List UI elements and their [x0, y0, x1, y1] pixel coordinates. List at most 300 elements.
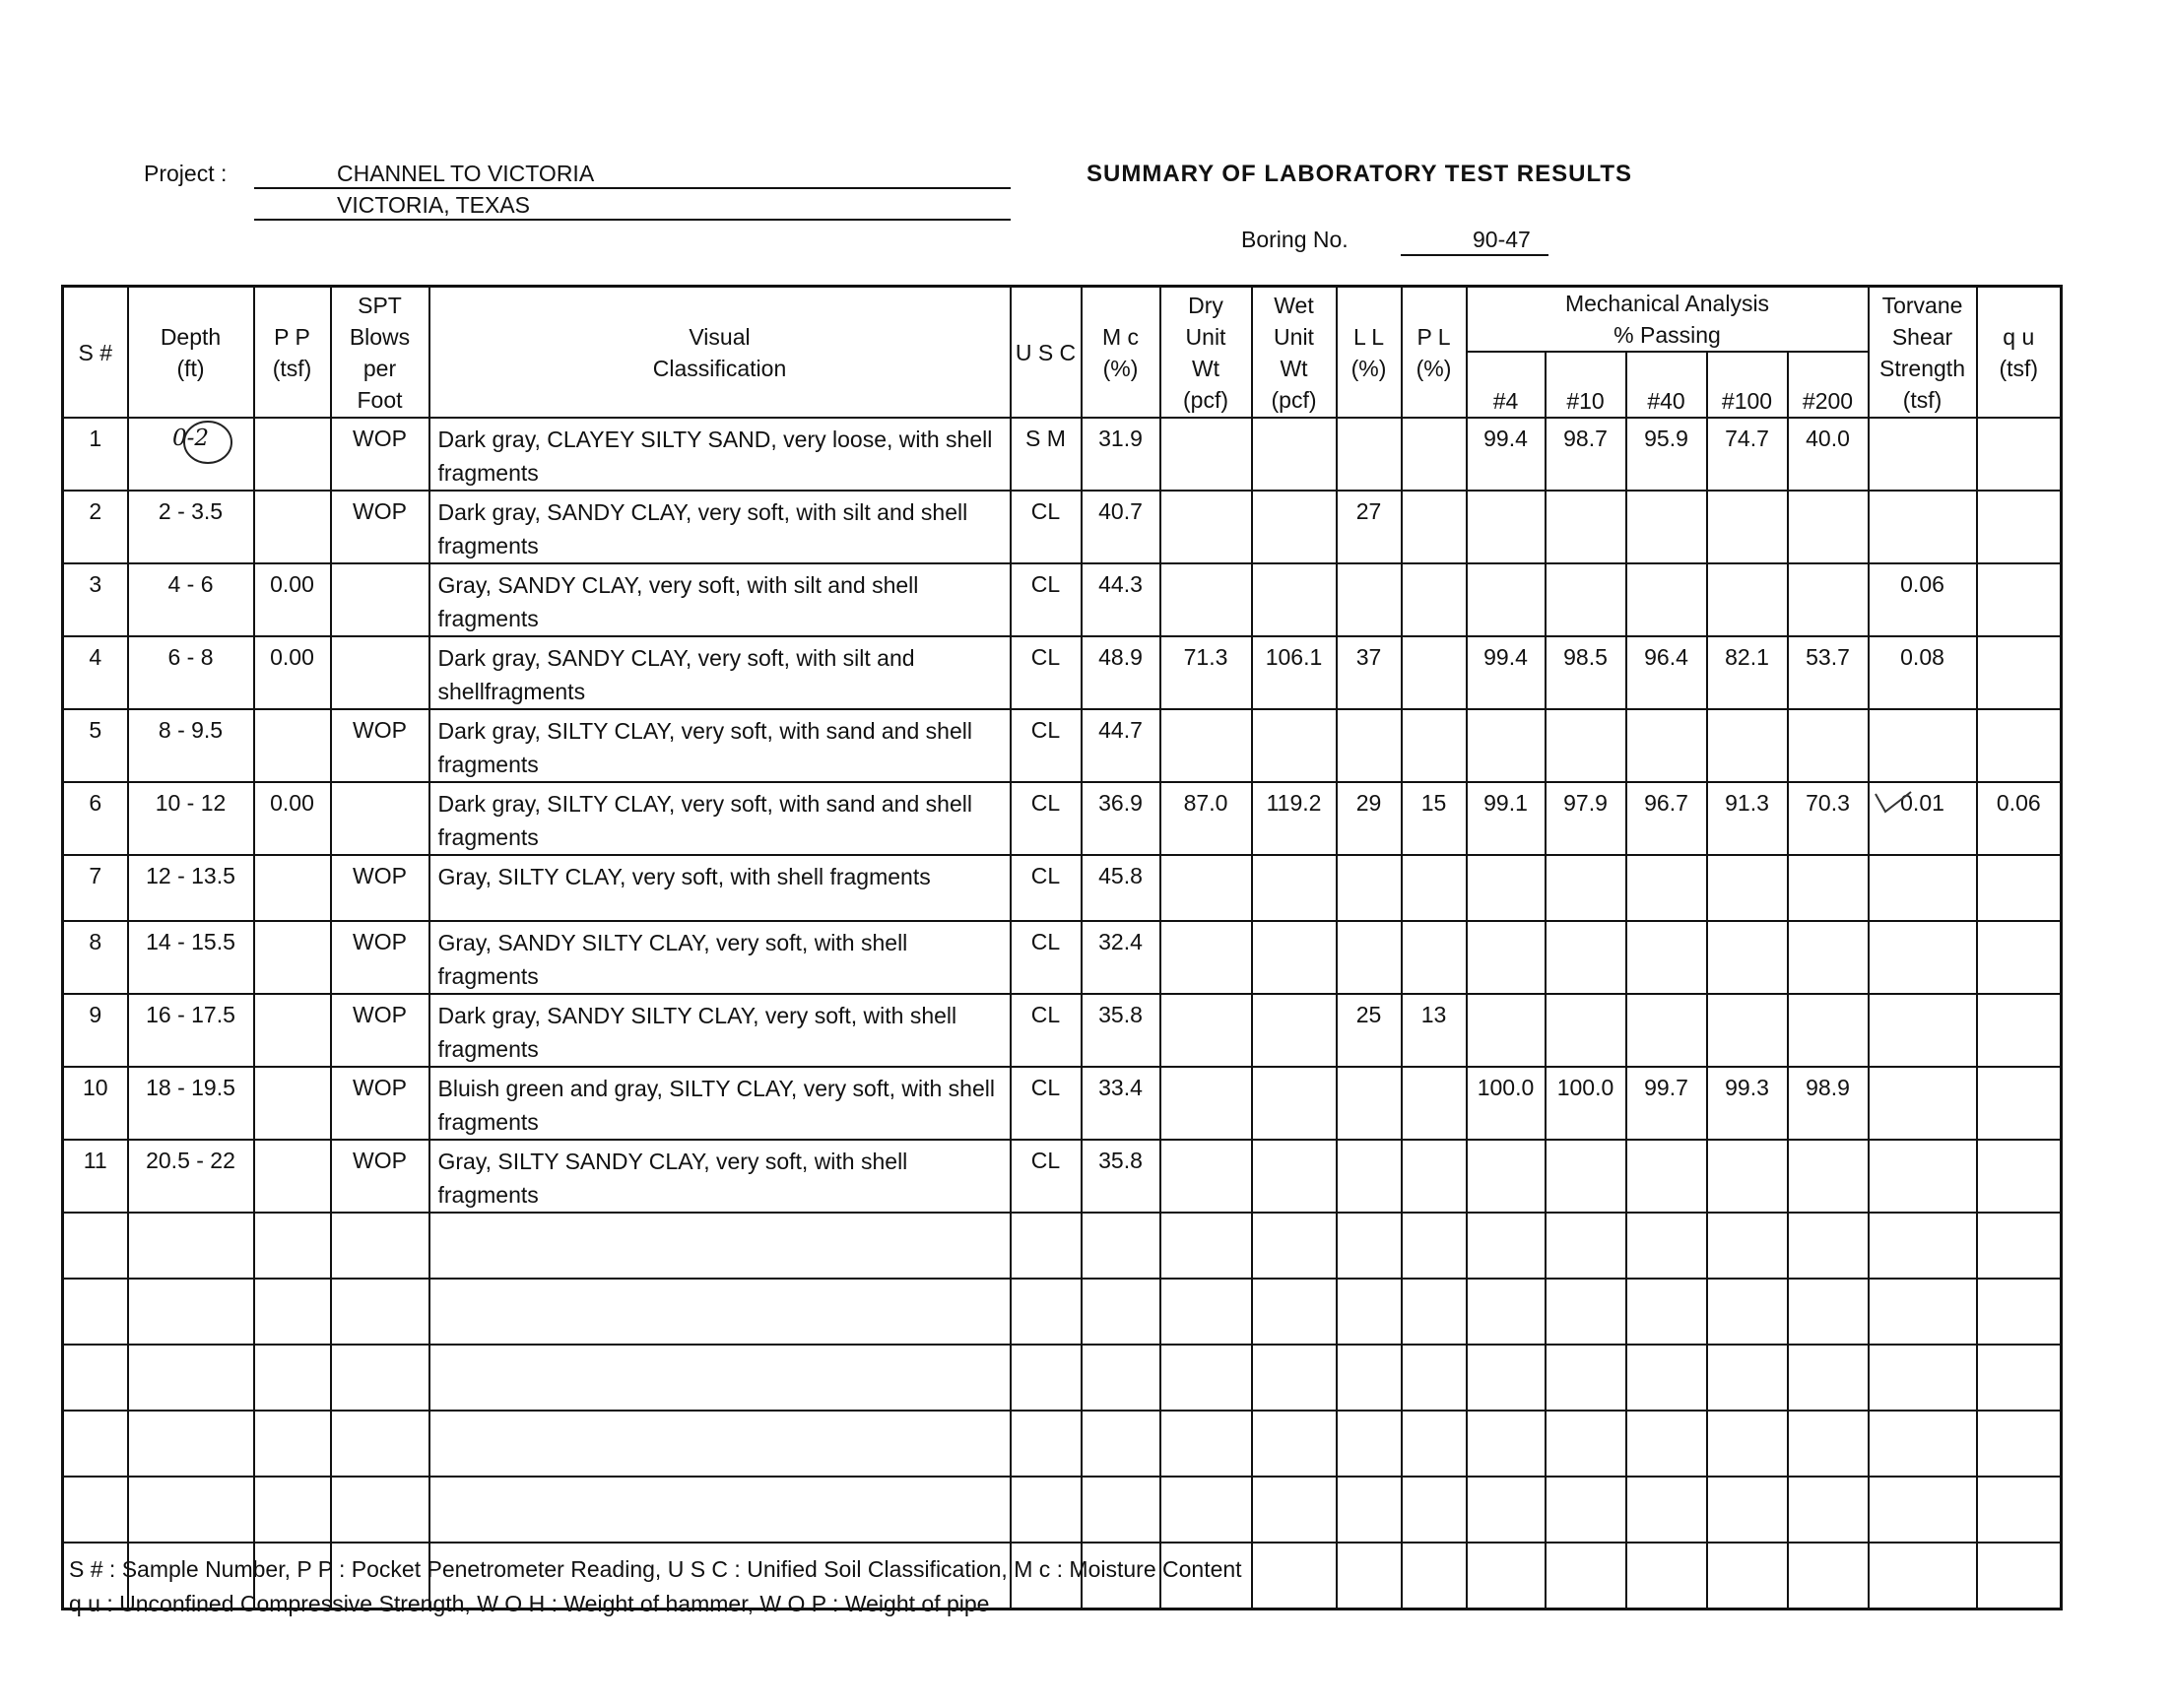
cell-wet-unit-wt — [1252, 921, 1337, 994]
cell-liquid-limit: 25 — [1337, 994, 1402, 1067]
cell-pocket-penetrometer: 0.00 — [254, 782, 331, 855]
empty-row — [63, 1477, 2062, 1543]
header-pl: P L (%) — [1402, 287, 1467, 419]
cell-usc: CL — [1011, 636, 1082, 709]
empty-cell — [1337, 1411, 1402, 1477]
cell-passing-40 — [1626, 709, 1707, 782]
header-sieve-40: #40 — [1626, 352, 1707, 418]
cell-spt-blows: WOP — [331, 921, 429, 994]
cell-usc: CL — [1011, 709, 1082, 782]
empty-cell — [1011, 1411, 1082, 1477]
empty-cell — [1160, 1279, 1252, 1345]
cell-wet-unit-wt — [1252, 563, 1337, 636]
header-qu: q u (tsf) — [1977, 287, 2062, 419]
cell-plastic-limit — [1402, 636, 1467, 709]
cell-passing-4 — [1467, 994, 1546, 1067]
cell-visual-classification: Dark gray, SANDY SILTY CLAY, very soft, with shell fragments — [429, 994, 1011, 1067]
empty-cell — [1082, 1213, 1160, 1279]
header-spt: SPT Blows per Foot — [331, 287, 429, 419]
header-ll: L L (%) — [1337, 287, 1402, 419]
empty-cell — [1869, 1345, 1977, 1411]
cell-passing-40 — [1626, 1140, 1707, 1213]
cell-moisture-content: 31.9 — [1082, 418, 1160, 491]
cell-passing-100 — [1707, 994, 1788, 1067]
cell-passing-10 — [1546, 563, 1626, 636]
cell-unconfined-strength — [1977, 636, 2062, 709]
cell-unconfined-strength — [1977, 563, 2062, 636]
cell-wet-unit-wt — [1252, 418, 1337, 491]
header-usc: U S C — [1011, 287, 1082, 419]
cell-passing-10: 97.9 — [1546, 782, 1626, 855]
cell-unconfined-strength — [1977, 994, 2062, 1067]
cell-plastic-limit — [1402, 491, 1467, 563]
cell-pocket-penetrometer — [254, 855, 331, 921]
cell-torvane-strength — [1869, 418, 1977, 491]
empty-cell — [1011, 1213, 1082, 1279]
cell-torvane-strength: 0.06 — [1869, 563, 1977, 636]
empty-cell — [1788, 1279, 1869, 1345]
empty-cell — [1011, 1279, 1082, 1345]
cell-passing-10 — [1546, 921, 1626, 994]
empty-cell — [1546, 1213, 1626, 1279]
empty-cell — [1869, 1477, 1977, 1543]
cell-pocket-penetrometer — [254, 921, 331, 994]
empty-cell — [1160, 1213, 1252, 1279]
empty-cell — [254, 1411, 331, 1477]
empty-cell — [429, 1477, 1011, 1543]
cell-moisture-content: 45.8 — [1082, 855, 1160, 921]
cell-unconfined-strength — [1977, 1140, 2062, 1213]
cell-usc: CL — [1011, 782, 1082, 855]
cell-moisture-content: 32.4 — [1082, 921, 1160, 994]
cell-passing-10: 98.5 — [1546, 636, 1626, 709]
cell-visual-classification: Gray, SANDY SILTY CLAY, very soft, with shell fragments — [429, 921, 1011, 994]
cell-pocket-penetrometer — [254, 1067, 331, 1140]
empty-cell — [128, 1477, 254, 1543]
cell-plastic-limit — [1402, 1140, 1467, 1213]
cell-dry-unit-wt — [1160, 709, 1252, 782]
cell-passing-100: 74.7 — [1707, 418, 1788, 491]
cell-passing-40: 96.7 — [1626, 782, 1707, 855]
empty-cell — [1402, 1477, 1467, 1543]
cell-torvane-strength: 0.08 — [1869, 636, 1977, 709]
project-underline-2 — [254, 219, 1011, 221]
cell-passing-10: 98.7 — [1546, 418, 1626, 491]
empty-cell — [1707, 1213, 1788, 1279]
empty-cell — [1252, 1543, 1337, 1609]
cell-depth: 10 - 12 — [128, 782, 254, 855]
boring-underline — [1401, 254, 1548, 256]
cell-passing-200 — [1788, 921, 1869, 994]
cell-passing-10 — [1546, 491, 1626, 563]
table-row — [63, 491, 2062, 563]
cell-passing-40 — [1626, 921, 1707, 994]
cell-sample-number: 6 — [63, 782, 128, 855]
cell-usc: CL — [1011, 855, 1082, 921]
cell-plastic-limit — [1402, 709, 1467, 782]
cell-dry-unit-wt — [1160, 921, 1252, 994]
cell-passing-40 — [1626, 994, 1707, 1067]
cell-dry-unit-wt — [1160, 1067, 1252, 1140]
cell-passing-200 — [1788, 855, 1869, 921]
empty-cell — [1788, 1477, 1869, 1543]
cell-passing-40 — [1626, 563, 1707, 636]
cell-moisture-content: 40.7 — [1082, 491, 1160, 563]
empty-cell — [1626, 1213, 1707, 1279]
empty-cell — [1788, 1411, 1869, 1477]
cell-passing-200 — [1788, 994, 1869, 1067]
cell-depth: 18 - 19.5 — [128, 1067, 254, 1140]
header-mc: M c (%) — [1082, 287, 1160, 419]
cell-spt-blows: WOP — [331, 709, 429, 782]
cell-passing-4 — [1467, 1140, 1546, 1213]
empty-cell — [1252, 1279, 1337, 1345]
empty-cell — [429, 1345, 1011, 1411]
empty-cell — [1546, 1279, 1626, 1345]
empty-cell — [1707, 1345, 1788, 1411]
cell-visual-classification: Gray, SILTY SANDY CLAY, very soft, with shell fragments — [429, 1140, 1011, 1213]
cell-wet-unit-wt — [1252, 491, 1337, 563]
cell-spt-blows — [331, 782, 429, 855]
cell-passing-4 — [1467, 921, 1546, 994]
empty-cell — [1467, 1477, 1546, 1543]
cell-passing-4: 100.0 — [1467, 1067, 1546, 1140]
empty-cell — [1707, 1411, 1788, 1477]
empty-cell — [1252, 1213, 1337, 1279]
empty-cell — [63, 1345, 128, 1411]
cell-moisture-content: 44.3 — [1082, 563, 1160, 636]
boring-number: 90-47 — [1473, 227, 1531, 252]
table-row — [63, 994, 2062, 1067]
empty-cell — [1977, 1213, 2062, 1279]
empty-cell — [1546, 1543, 1626, 1609]
cell-wet-unit-wt — [1252, 1067, 1337, 1140]
header-pp: P P (tsf) — [254, 287, 331, 419]
cell-spt-blows: WOP — [331, 1140, 429, 1213]
empty-cell — [1707, 1477, 1788, 1543]
project-location: VICTORIA, TEXAS — [337, 192, 530, 218]
cell-passing-4 — [1467, 563, 1546, 636]
cell-passing-200: 40.0 — [1788, 418, 1869, 491]
cell-moisture-content: 35.8 — [1082, 994, 1160, 1067]
cell-visual-classification: Gray, SANDY CLAY, very soft, with silt and shell fragments — [429, 563, 1011, 636]
header-torvane: Torvane Shear Strength (tsf) — [1869, 287, 1977, 419]
lab-results-table — [61, 285, 2063, 1610]
project-underline-1 — [254, 187, 1011, 189]
empty-cell — [331, 1279, 429, 1345]
cell-torvane-strength — [1869, 855, 1977, 921]
empty-cell — [1977, 1345, 2062, 1411]
page-title: SUMMARY OF LABORATORY TEST RESULTS — [1086, 161, 1633, 187]
header-sieve-200: #200 — [1788, 352, 1869, 418]
table-row — [63, 782, 2062, 855]
cell-liquid-limit — [1337, 1140, 1402, 1213]
table-row — [63, 636, 2062, 709]
empty-cell — [1788, 1213, 1869, 1279]
cell-passing-100 — [1707, 709, 1788, 782]
header-mechanical-analysis: Mechanical Analysis % Passing — [1467, 287, 1869, 353]
cell-passing-100 — [1707, 491, 1788, 563]
cell-passing-40 — [1626, 491, 1707, 563]
cell-torvane-strength — [1869, 709, 1977, 782]
empty-cell — [1869, 1213, 1977, 1279]
cell-torvane-strength — [1869, 994, 1977, 1067]
empty-cell — [63, 1279, 128, 1345]
cell-visual-classification: Dark gray, SANDY CLAY, very soft, with silt and shellfragments — [429, 636, 1011, 709]
cell-passing-40 — [1626, 855, 1707, 921]
empty-cell — [1252, 1411, 1337, 1477]
empty-cell — [1626, 1279, 1707, 1345]
project-name: CHANNEL TO VICTORIA — [337, 161, 595, 186]
empty-cell — [331, 1411, 429, 1477]
empty-cell — [1869, 1543, 1977, 1609]
cell-plastic-limit: 15 — [1402, 782, 1467, 855]
cell-wet-unit-wt: 106.1 — [1252, 636, 1337, 709]
empty-cell — [1788, 1543, 1869, 1609]
cell-depth: 16 - 17.5 — [128, 994, 254, 1067]
empty-cell — [1252, 1477, 1337, 1543]
cell-passing-4 — [1467, 709, 1546, 782]
cell-liquid-limit: 27 — [1337, 491, 1402, 563]
cell-spt-blows: WOP — [331, 418, 429, 491]
empty-cell — [1467, 1345, 1546, 1411]
cell-liquid-limit — [1337, 855, 1402, 921]
cell-visual-classification: Bluish green and gray, SILTY CLAY, very soft, with shell fragments — [429, 1067, 1011, 1140]
cell-spt-blows — [331, 563, 429, 636]
empty-row — [63, 1279, 2062, 1345]
empty-cell — [1467, 1411, 1546, 1477]
table-row — [63, 855, 2062, 921]
cell-passing-10 — [1546, 1140, 1626, 1213]
empty-cell — [128, 1213, 254, 1279]
cell-torvane-strength: 0.01 — [1869, 782, 1977, 855]
empty-cell — [429, 1279, 1011, 1345]
empty-cell — [128, 1279, 254, 1345]
header-dry-unit-wt: Dry Unit Wt (pcf) — [1160, 287, 1252, 419]
empty-cell — [254, 1477, 331, 1543]
cell-sample-number: 2 — [63, 491, 128, 563]
cell-plastic-limit — [1402, 1067, 1467, 1140]
cell-passing-200 — [1788, 709, 1869, 782]
empty-cell — [1337, 1213, 1402, 1279]
cell-liquid-limit — [1337, 418, 1402, 491]
cell-pocket-penetrometer — [254, 1140, 331, 1213]
cell-moisture-content: 36.9 — [1082, 782, 1160, 855]
cell-plastic-limit — [1402, 418, 1467, 491]
empty-cell — [254, 1345, 331, 1411]
cell-depth: 6 - 8 — [128, 636, 254, 709]
cell-plastic-limit — [1402, 563, 1467, 636]
cell-dry-unit-wt: 87.0 — [1160, 782, 1252, 855]
cell-torvane-strength — [1869, 1067, 1977, 1140]
empty-cell — [1011, 1477, 1082, 1543]
cell-wet-unit-wt — [1252, 1140, 1337, 1213]
empty-cell — [1977, 1411, 2062, 1477]
cell-passing-10 — [1546, 994, 1626, 1067]
table-row — [63, 921, 2062, 994]
cell-dry-unit-wt — [1160, 563, 1252, 636]
cell-visual-classification: Gray, SILTY CLAY, very soft, with shell fragments — [429, 855, 1011, 921]
empty-cell — [1546, 1411, 1626, 1477]
cell-wet-unit-wt — [1252, 855, 1337, 921]
header-sieve-10: #10 — [1546, 352, 1626, 418]
empty-row — [63, 1411, 2062, 1477]
cell-passing-40: 99.7 — [1626, 1067, 1707, 1140]
table-row — [63, 1140, 2062, 1213]
cell-unconfined-strength — [1977, 491, 2062, 563]
cell-usc: CL — [1011, 563, 1082, 636]
empty-cell — [128, 1411, 254, 1477]
empty-row — [63, 1345, 2062, 1411]
cell-wet-unit-wt: 119.2 — [1252, 782, 1337, 855]
cell-sample-number: 10 — [63, 1067, 128, 1140]
cell-passing-200 — [1788, 1140, 1869, 1213]
cell-sample-number: 8 — [63, 921, 128, 994]
cell-wet-unit-wt — [1252, 709, 1337, 782]
cell-passing-200: 98.9 — [1788, 1067, 1869, 1140]
cell-moisture-content: 44.7 — [1082, 709, 1160, 782]
cell-passing-4: 99.1 — [1467, 782, 1546, 855]
cell-unconfined-strength: 0.06 — [1977, 782, 2062, 855]
table-row — [63, 1067, 2062, 1140]
cell-plastic-limit — [1402, 921, 1467, 994]
empty-cell — [1626, 1477, 1707, 1543]
cell-usc: CL — [1011, 994, 1082, 1067]
empty-cell — [429, 1411, 1011, 1477]
cell-plastic-limit: 13 — [1402, 994, 1467, 1067]
empty-cell — [331, 1477, 429, 1543]
empty-cell — [1707, 1279, 1788, 1345]
cell-moisture-content: 35.8 — [1082, 1140, 1160, 1213]
empty-cell — [1402, 1411, 1467, 1477]
cell-depth: 0-2 — [128, 418, 254, 491]
cell-passing-4 — [1467, 491, 1546, 563]
cell-spt-blows: WOP — [331, 491, 429, 563]
cell-sample-number: 5 — [63, 709, 128, 782]
table-row — [63, 418, 2062, 491]
cell-unconfined-strength — [1977, 709, 2062, 782]
cell-torvane-strength — [1869, 1140, 1977, 1213]
cell-moisture-content: 33.4 — [1082, 1067, 1160, 1140]
cell-dry-unit-wt — [1160, 855, 1252, 921]
cell-dry-unit-wt — [1160, 418, 1252, 491]
cell-torvane-strength — [1869, 921, 1977, 994]
cell-passing-200: 70.3 — [1788, 782, 1869, 855]
cell-unconfined-strength — [1977, 921, 2062, 994]
footer-legend-line-2: q u : Unconfined Compressive Strength, W O H : Weight of hammer, W O P : Weight of pipe — [69, 1591, 990, 1616]
cell-dry-unit-wt: 71.3 — [1160, 636, 1252, 709]
cell-passing-40: 96.4 — [1626, 636, 1707, 709]
empty-cell — [1337, 1345, 1402, 1411]
header-sieve-100: #100 — [1707, 352, 1788, 418]
cell-moisture-content: 48.9 — [1082, 636, 1160, 709]
empty-cell — [63, 1411, 128, 1477]
cell-passing-100 — [1707, 855, 1788, 921]
empty-cell — [1337, 1279, 1402, 1345]
empty-cell — [1626, 1345, 1707, 1411]
empty-cell — [1467, 1213, 1546, 1279]
cell-passing-4 — [1467, 855, 1546, 921]
cell-passing-100: 99.3 — [1707, 1067, 1788, 1140]
cell-passing-200 — [1788, 563, 1869, 636]
footer-legend-line-1: S # : Sample Number, P P : Pocket Penetrometer Reading, U S C : Unified Soil Classification, M c : Moisture Content — [69, 1556, 1242, 1582]
cell-liquid-limit — [1337, 921, 1402, 994]
cell-depth: 14 - 15.5 — [128, 921, 254, 994]
cell-liquid-limit — [1337, 709, 1402, 782]
empty-cell — [1626, 1411, 1707, 1477]
empty-cell — [1082, 1477, 1160, 1543]
cell-sample-number: 11 — [63, 1140, 128, 1213]
empty-cell — [1160, 1411, 1252, 1477]
cell-usc: CL — [1011, 1067, 1082, 1140]
cell-dry-unit-wt — [1160, 1140, 1252, 1213]
cell-depth: 2 - 3.5 — [128, 491, 254, 563]
empty-cell — [1977, 1279, 2062, 1345]
cell-visual-classification: Dark gray, SILTY CLAY, very soft, with sand and shell fragments — [429, 782, 1011, 855]
empty-cell — [1337, 1477, 1402, 1543]
boring-label: Boring No. — [1241, 227, 1349, 252]
cell-passing-200: 53.7 — [1788, 636, 1869, 709]
empty-cell — [1082, 1345, 1160, 1411]
empty-cell — [429, 1213, 1011, 1279]
table-row — [63, 563, 2062, 636]
cell-pocket-penetrometer — [254, 709, 331, 782]
cell-sample-number: 4 — [63, 636, 128, 709]
cell-pocket-penetrometer — [254, 491, 331, 563]
empty-cell — [1402, 1345, 1467, 1411]
cell-passing-4: 99.4 — [1467, 418, 1546, 491]
handwritten-circle-mark — [177, 418, 240, 469]
cell-liquid-limit — [1337, 1067, 1402, 1140]
cell-liquid-limit: 37 — [1337, 636, 1402, 709]
cell-usc: CL — [1011, 491, 1082, 563]
empty-cell — [1546, 1477, 1626, 1543]
cell-dry-unit-wt — [1160, 491, 1252, 563]
empty-cell — [1402, 1543, 1467, 1609]
cell-depth: 8 - 9.5 — [128, 709, 254, 782]
empty-cell — [1626, 1543, 1707, 1609]
cell-usc: CL — [1011, 1140, 1082, 1213]
empty-cell — [1707, 1543, 1788, 1609]
empty-cell — [1977, 1543, 2062, 1609]
cell-depth: 20.5 - 22 — [128, 1140, 254, 1213]
cell-passing-10: 100.0 — [1546, 1067, 1626, 1140]
cell-passing-10 — [1546, 855, 1626, 921]
cell-sample-number: 9 — [63, 994, 128, 1067]
empty-cell — [1869, 1279, 1977, 1345]
empty-cell — [1011, 1345, 1082, 1411]
cell-pocket-penetrometer — [254, 418, 331, 491]
cell-visual-classification: Dark gray, SILTY CLAY, very soft, with sand and shell fragments — [429, 709, 1011, 782]
cell-pocket-penetrometer — [254, 994, 331, 1067]
empty-cell — [331, 1213, 429, 1279]
cell-spt-blows: WOP — [331, 1067, 429, 1140]
empty-cell — [1160, 1477, 1252, 1543]
cell-unconfined-strength — [1977, 855, 2062, 921]
cell-sample-number: 3 — [63, 563, 128, 636]
empty-cell — [254, 1279, 331, 1345]
cell-passing-40: 95.9 — [1626, 418, 1707, 491]
cell-usc: CL — [1011, 921, 1082, 994]
cell-unconfined-strength — [1977, 1067, 2062, 1140]
empty-cell — [1160, 1345, 1252, 1411]
cell-visual-classification: Dark gray, CLAYEY SILTY SAND, very loose, with shell fragments — [429, 418, 1011, 491]
empty-cell — [1252, 1345, 1337, 1411]
cell-dry-unit-wt — [1160, 994, 1252, 1067]
cell-liquid-limit: 29 — [1337, 782, 1402, 855]
cell-passing-100 — [1707, 921, 1788, 994]
cell-usc: S M — [1011, 418, 1082, 491]
